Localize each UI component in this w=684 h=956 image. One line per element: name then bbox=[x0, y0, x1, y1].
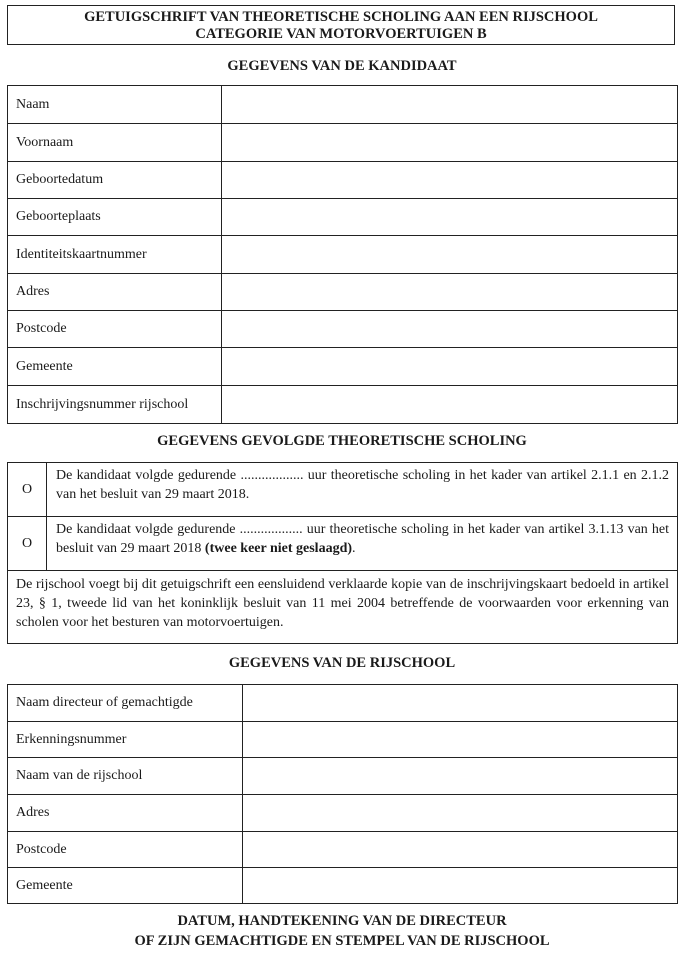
candidate-row-postcode bbox=[8, 311, 678, 348]
field-label: Adres bbox=[8, 274, 222, 311]
inschrijvingsnummer-input[interactable] bbox=[222, 386, 678, 424]
training-option-2 bbox=[7, 517, 678, 571]
field-label: Postcode bbox=[8, 311, 222, 348]
naam-input[interactable] bbox=[222, 86, 678, 124]
option-2-text bbox=[47, 517, 677, 570]
field-label: Naam bbox=[8, 86, 222, 124]
option-2-text-suffix: . bbox=[352, 541, 356, 556]
school-heading: GEGEVENS VAN DE RIJSCHOOL bbox=[228, 655, 456, 671]
field-label: Geboortedatum bbox=[8, 162, 222, 199]
field-label: Voornaam bbox=[8, 124, 222, 162]
naam-rijschool-input[interactable] bbox=[243, 758, 678, 795]
school-row-postcode bbox=[8, 832, 678, 868]
school-table bbox=[7, 684, 678, 904]
candidate-row-geboorteplaats bbox=[8, 199, 678, 236]
gemeente-input[interactable] bbox=[222, 348, 678, 386]
geboorteplaats-input[interactable] bbox=[222, 199, 678, 236]
geboortedatum-input[interactable] bbox=[222, 162, 678, 199]
voornaam-input[interactable] bbox=[222, 124, 678, 162]
attachment-note: De rijschool voegt bij dit getuigschrift een eensluidend verklaarde kopie van de inschrijvingskaart bedoeld in artikel 23, § 1, tweede lid van het koninklijk besluit van 11 mei 2004 betreffende de voorwaarden voor erkenning van scholen voor het besturen van motorvoertuigen. bbox=[7, 571, 678, 644]
field-label: Inschrijvingsnummer rijschool bbox=[8, 386, 222, 424]
field-label: Gemeente bbox=[8, 348, 222, 386]
adres-input[interactable] bbox=[222, 274, 678, 311]
option-1-checkbox[interactable]: O bbox=[8, 463, 47, 516]
candidate-row-inschrijvingsnummer bbox=[8, 386, 678, 424]
option-2-checkbox[interactable]: O bbox=[8, 517, 47, 570]
candidate-row-naam bbox=[8, 86, 678, 124]
option-1-text bbox=[47, 463, 677, 516]
school-row-gemeente bbox=[8, 868, 678, 904]
candidate-row-geboortedatum bbox=[8, 162, 678, 199]
candidate-heading: GEGEVENS VAN DE KANDIDAAT bbox=[227, 58, 457, 74]
form-title-line1: GETUIGSCHRIFT VAN THEORETISCHE SCHOLING AAN EEN RIJSCHOOL bbox=[84, 9, 598, 25]
candidate-row-identiteitskaartnummer bbox=[8, 236, 678, 274]
option-1-text-main: De kandidaat volgde gedurende .................. uur theoretische scholing in het kader van artikel 2.1.1 en 2.1.2 van het besluit van 29 maart 2018. bbox=[56, 468, 669, 502]
signature-heading-line2: OF ZIJN GEMACHTIGDE EN STEMPEL VAN DE RIJSCHOOL bbox=[134, 933, 550, 949]
field-label: Adres bbox=[8, 795, 243, 832]
directeur-input[interactable] bbox=[243, 685, 678, 722]
signature-heading bbox=[0, 911, 684, 951]
candidate-row-voornaam bbox=[8, 124, 678, 162]
field-label: Identiteitskaartnummer bbox=[8, 236, 222, 274]
school-row-adres bbox=[8, 795, 678, 832]
candidate-table bbox=[7, 85, 678, 424]
signature-heading-line1: DATUM, HANDTEKENING VAN DE DIRECTEUR bbox=[177, 913, 507, 929]
school-adres-input[interactable] bbox=[243, 795, 678, 832]
postcode-input[interactable] bbox=[222, 311, 678, 348]
form-title-line2: CATEGORIE VAN MOTORVOERTUIGEN B bbox=[195, 26, 487, 42]
field-label: Naam van de rijschool bbox=[8, 758, 243, 795]
school-row-erkenningsnummer bbox=[8, 722, 678, 758]
field-label: Geboorteplaats bbox=[8, 199, 222, 236]
erkenningsnummer-input[interactable] bbox=[243, 722, 678, 758]
field-label: Naam directeur of gemachtigde bbox=[8, 685, 243, 722]
field-label: Postcode bbox=[8, 832, 243, 868]
training-option-1 bbox=[7, 462, 678, 517]
training-heading: GEGEVENS GEVOLGDE THEORETISCHE SCHOLING bbox=[157, 433, 527, 449]
candidate-row-adres bbox=[8, 274, 678, 311]
field-label: Erkenningsnummer bbox=[8, 722, 243, 758]
identiteitskaartnummer-input[interactable] bbox=[222, 236, 678, 274]
school-row-directeur bbox=[8, 685, 678, 722]
school-gemeente-input[interactable] bbox=[243, 868, 678, 904]
candidate-row-gemeente bbox=[8, 348, 678, 386]
option-2-text-main: De kandidaat volgde gedurende .................. uur theoretische scholing in het kader van artikel 3.1.13 van het besluit van 29 maart 2018 bbox=[56, 522, 669, 556]
field-label: Gemeente bbox=[8, 868, 243, 904]
school-postcode-input[interactable] bbox=[243, 832, 678, 868]
option-2-text-bold: (twee keer niet geslaagd) bbox=[204, 541, 353, 556]
form-title bbox=[7, 5, 675, 45]
school-row-naam-rijschool bbox=[8, 758, 678, 795]
